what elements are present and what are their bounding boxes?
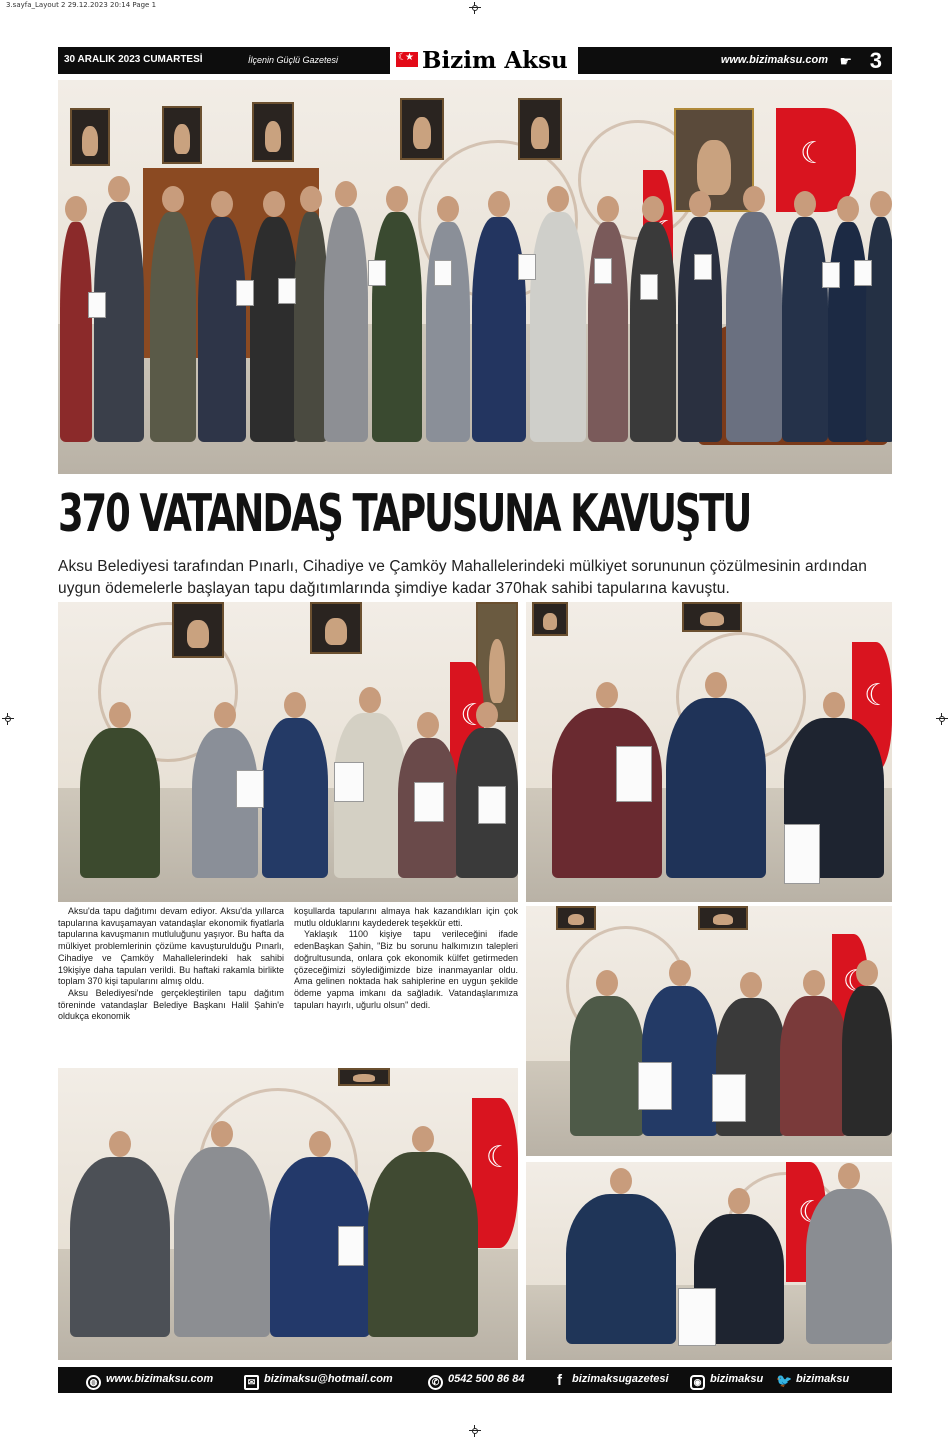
article-paragraph: Aksu Belediyesi'nde gerçekleştirilen tapu dağıtım töreninde vatandaşlar Belediye Başkanı Halil Şahin'e oldukça ekonomik — [58, 987, 284, 1022]
registration-mark-right — [936, 713, 948, 725]
brand-logo — [390, 47, 578, 74]
footer-email[interactable]: ✉ bizimaksu@hotmail.com — [244, 1373, 393, 1390]
article-column-1 — [58, 906, 284, 1023]
slogan: İlçenin Güçlü Gazetesi — [248, 55, 339, 65]
article-column-2 — [294, 906, 518, 1011]
header-website-link[interactable]: www.bizimaksu.com — [720, 54, 828, 66]
page-number: 3 — [869, 48, 882, 73]
registration-mark-bottom — [469, 1425, 481, 1437]
footer-phone[interactable]: ✆ 0542 500 86 84 — [428, 1373, 524, 1390]
article-lede: Aksu Belediyesi tarafından Pınarlı, Cihadiye ve Çamköy Mahallelerindeki mülkiyet sorununun çözülmesinin ardından uygun ödemelerle başlayan tapu dağıtımlarında şimdiye kadar 370hak sahibi tapularına kavuştu. — [58, 558, 868, 597]
article-headline: 370 VATANDAŞ TAPUSUNA KAVUŞTU — [58, 484, 751, 544]
article-paragraph: koşullarda tapularını almaya hak kazandıkları için çok mutlu olduklarını kaydederek teşekkür etti. — [294, 906, 518, 928]
pointing-hand-icon: ☛ — [839, 53, 852, 69]
registration-mark-left — [2, 713, 14, 725]
envelope-icon: ✉ — [244, 1375, 259, 1390]
instagram-icon: ◉ — [690, 1375, 705, 1390]
photo-ceremony-5 — [58, 1068, 518, 1360]
turkish-flag-icon — [396, 52, 418, 67]
footer-instagram[interactable]: ◉ bizimaksu — [690, 1373, 763, 1390]
footer-twitter[interactable]: 🐦 bizimaksu — [776, 1373, 850, 1388]
footer-contact-bar — [58, 1367, 892, 1393]
facebook-icon: f — [557, 1372, 562, 1389]
photo-ceremony-6 — [526, 1162, 892, 1360]
footer-website[interactable]: ◍ www.bizimaksu.com — [86, 1373, 213, 1390]
masthead-bar — [58, 47, 892, 74]
globe-icon: ◍ — [86, 1375, 101, 1390]
footer-facebook[interactable]: f bizimaksugazetesi — [552, 1373, 669, 1390]
photo-ceremony-4 — [526, 906, 892, 1156]
article-paragraph: Aksu'da tapu dağıtımı devam ediyor. Aksu'da yıllarca tapularına kavuşamayan vatandaşlar ekonomik fiyatlarla tapularına kavuşmanın mutluluğunu yaşıyor. Bu hafta da mülkiyet problemlerinin çözüme kavuşturulduğu Pınarlı, Cihadiye ve Çamköy Mahallelerindeki hak sahibi 19kişiye daha tapuları verildi. Bu haftaki rakamla birlikte toplam 370 kişi tapularını almış oldu. — [58, 906, 284, 987]
twitter-icon: 🐦 — [776, 1373, 793, 1388]
main-photo-group — [58, 80, 892, 474]
brand-name: Bizim Aksu — [422, 47, 568, 74]
print-slug: 3.sayfa_Layout 2 29.12.2023 20:14 Page 1 — [6, 1, 157, 9]
article-paragraph: Yaklaşık 1100 kişiye tapu verileceğini ifade edenBaşkan Şahin, "Biz bu sorunu halkımızın talepleri doğrultusunda, onlara çok ekonomik külfet getirmeden çözeceğimizi söylediğimizde bize inanmayanlar oldu. Ama gelinen noktada hak sahiplerine en uygun şekilde ödeme yapma imkanı da sağladık. Vatandaşlarımıza tapuları hayırlı, uğurlu olsun" dedi. — [294, 929, 518, 1010]
registration-mark-top — [469, 2, 481, 14]
photo-ceremony-3 — [526, 602, 892, 902]
phone-icon: ✆ — [428, 1375, 443, 1390]
issue-date: 30 ARALIK 2023 CUMARTESİ — [64, 54, 203, 65]
photo-ceremony-2 — [58, 602, 518, 902]
